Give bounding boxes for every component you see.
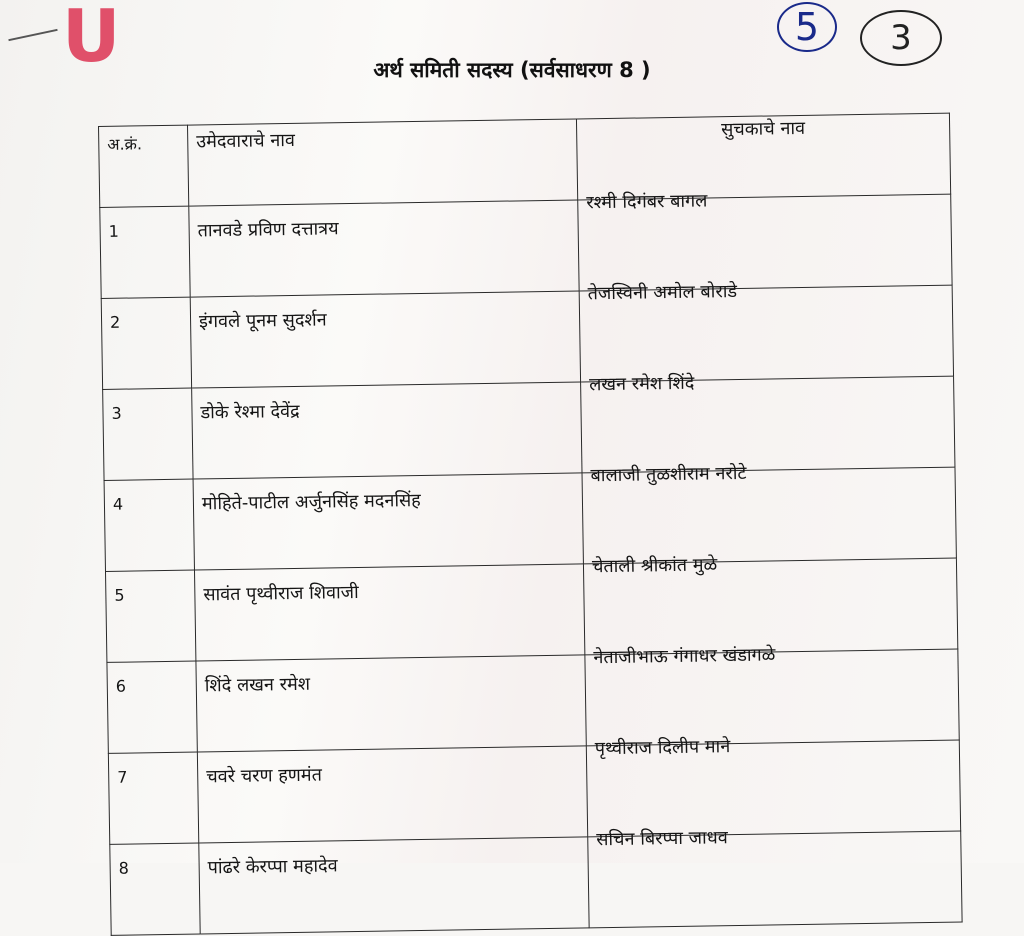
row-proposer-text: बालाजी तुळशीराम नरोटे [590, 462, 747, 487]
table-row [101, 285, 953, 389]
row-proposer [582, 462, 956, 564]
circled-number-five: 5 [777, 2, 837, 52]
handwritten-u-mark: U [62, 0, 121, 78]
table-row [103, 376, 955, 480]
row-candidate: मोहिते-पाटील अर्जुनसिंह मदनसिंह [193, 473, 583, 570]
header-serial: अ.क्रं. [99, 125, 189, 207]
row-proposer [579, 280, 953, 382]
row-proposer-text: सचिन बिरप्पा जाधव [596, 827, 728, 851]
row-serial: 3 [103, 388, 193, 480]
row-candidate: तानवडे प्रविण दत्तात्रय [189, 200, 579, 297]
row-serial: 1 [100, 206, 190, 298]
table-header-row [99, 113, 951, 207]
row-proposer [586, 736, 960, 837]
row-serial: 5 [105, 570, 195, 662]
row-serial: 8 [110, 843, 200, 935]
row-serial: 2 [101, 297, 191, 389]
table-row [105, 558, 957, 662]
row-candidate: इंगवले पूनम सुदर्शन [190, 291, 580, 388]
row-proposer-text: चेताली श्रीकांत मुळे [591, 554, 718, 578]
row-proposer-text: नेताजीभाऊ गंगाधर खंडागळे [593, 644, 776, 669]
row-proposer [578, 190, 952, 291]
table-row [110, 831, 962, 935]
members-table [98, 113, 963, 936]
row-candidate: पांढरे केरप्पा महादेव [199, 837, 589, 934]
row-proposer-text: लखन रमेश शिंदे [588, 372, 695, 396]
row-candidate: सावंत पृथ्वीराज शिवाजी [194, 564, 584, 661]
row-candidate: डोके रेश्मा देवेंद्र [192, 382, 582, 479]
row-proposer [583, 554, 957, 655]
circled-number-three: 3 [860, 10, 942, 66]
row-serial: 7 [108, 752, 198, 844]
row-candidate: चवरे चरण हणमंत [197, 746, 587, 843]
header-candidate: उमेदवाराचे नाव [187, 119, 577, 206]
row-candidate: शिंदे लखन रमेश [196, 655, 586, 752]
pen-dash-mark [8, 29, 57, 41]
row-proposer-text: पृथ्वीराज दिलीप माने [594, 736, 731, 760]
table-row [108, 740, 960, 844]
row-proposer-text: रश्मी दिगंबर बागल [586, 190, 708, 214]
page-title: अर्थ समिती सदस्य (सर्वसाधरण 8 ) [373, 58, 651, 82]
row-proposer [585, 644, 959, 746]
table-row [104, 467, 956, 571]
row-serial: 4 [104, 479, 194, 571]
header-proposer: सुचकाचे नाव [576, 113, 950, 200]
row-serial: 6 [107, 661, 197, 753]
row-proposer [588, 827, 962, 928]
table-row [107, 649, 959, 753]
row-proposer [581, 372, 955, 473]
row-proposer-text: तेजस्विनी अमोल बोराडे [587, 280, 738, 305]
table-row [100, 194, 952, 298]
